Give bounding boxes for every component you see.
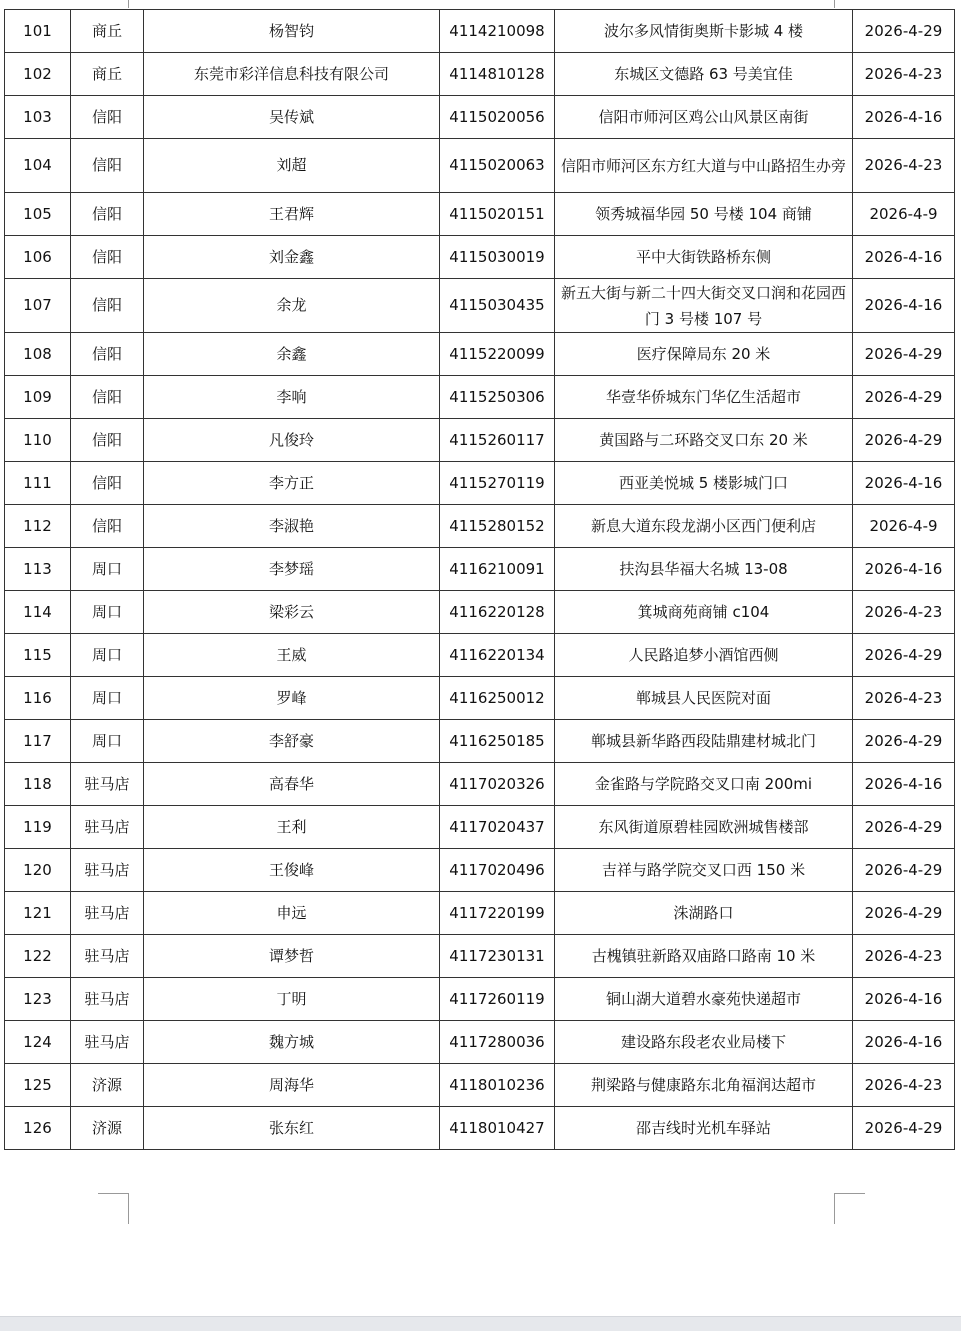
date-cell: 2026-4-23	[853, 935, 955, 978]
city-cell: 驻马店	[71, 978, 144, 1021]
address-cell: 医疗保障局东 20 米	[555, 333, 853, 376]
table-row	[5, 96, 955, 139]
city-cell: 周口	[71, 634, 144, 677]
table-row	[5, 333, 955, 376]
city-cell: 驻马店	[71, 806, 144, 849]
table-row	[5, 806, 955, 849]
name-cell: 李淑艳	[144, 505, 440, 548]
address-cell: 铜山湖大道碧水豪苑快递超市	[555, 978, 853, 1021]
code-cell: 4116210091	[440, 548, 555, 591]
name-cell: 余鑫	[144, 333, 440, 376]
city-cell: 周口	[71, 720, 144, 763]
page-corner-mark	[128, 0, 129, 8]
table-row	[5, 462, 955, 505]
address-cell: 洙湖路口	[555, 892, 853, 935]
name-cell: 魏方城	[144, 1021, 440, 1064]
city-cell: 驻马店	[71, 935, 144, 978]
address-cell: 东城区文德路 63 号美宜佳	[555, 53, 853, 96]
date-cell: 2026-4-16	[853, 548, 955, 591]
date-cell: 2026-4-23	[853, 677, 955, 720]
code-cell: 4115270119	[440, 462, 555, 505]
date-cell: 2026-4-23	[853, 591, 955, 634]
date-cell: 2026-4-16	[853, 978, 955, 1021]
address-cell: 古槐镇驻新路双庙路口路南 10 米	[555, 935, 853, 978]
table-row	[5, 720, 955, 763]
row-number-cell: 112	[5, 505, 71, 548]
code-cell: 4115030435	[440, 279, 555, 333]
address-cell: 吉祥与路学院交叉口西 150 米	[555, 849, 853, 892]
code-cell: 4116220128	[440, 591, 555, 634]
address-cell: 领秀城福华园 50 号楼 104 商铺	[555, 193, 853, 236]
code-cell: 4117020326	[440, 763, 555, 806]
name-cell: 周海华	[144, 1064, 440, 1107]
address-cell: 西亚美悦城 5 楼影城门口	[555, 462, 853, 505]
date-cell: 2026-4-29	[853, 419, 955, 462]
code-cell: 4118010236	[440, 1064, 555, 1107]
code-cell: 4114810128	[440, 53, 555, 96]
code-cell: 4116220134	[440, 634, 555, 677]
city-cell: 商丘	[71, 53, 144, 96]
name-cell: 谭梦哲	[144, 935, 440, 978]
name-cell: 刘金鑫	[144, 236, 440, 279]
city-cell: 信阳	[71, 376, 144, 419]
city-cell: 信阳	[71, 139, 144, 193]
row-number-cell: 121	[5, 892, 71, 935]
city-cell: 信阳	[71, 193, 144, 236]
table-row	[5, 419, 955, 462]
row-number-cell: 106	[5, 236, 71, 279]
code-cell: 4115280152	[440, 505, 555, 548]
address-cell: 新息大道东段龙湖小区西门便利店	[555, 505, 853, 548]
name-cell: 东莞市彩洋信息科技有限公司	[144, 53, 440, 96]
address-cell: 华壹华侨城东门华亿生活超市	[555, 376, 853, 419]
row-number-cell: 102	[5, 53, 71, 96]
name-cell: 梁彩云	[144, 591, 440, 634]
city-cell: 商丘	[71, 10, 144, 53]
code-cell: 4115220099	[440, 333, 555, 376]
row-number-cell: 111	[5, 462, 71, 505]
table-row	[5, 763, 955, 806]
address-cell: 信阳市师河区东方红大道与中山路招生办旁	[555, 139, 853, 193]
name-cell: 李方正	[144, 462, 440, 505]
city-cell: 信阳	[71, 96, 144, 139]
date-cell: 2026-4-16	[853, 279, 955, 333]
address-cell: 东风街道原碧桂园欧洲城售楼部	[555, 806, 853, 849]
address-cell: 新五大街与新二十四大街交叉口润和花园西门 3 号楼 107 号	[555, 279, 853, 333]
code-cell: 4115030019	[440, 236, 555, 279]
code-cell: 4115020056	[440, 96, 555, 139]
table-row	[5, 376, 955, 419]
address-cell: 荆梁路与健康路东北角福润达超市	[555, 1064, 853, 1107]
address-cell: 邵吉线时光机车驿站	[555, 1107, 853, 1150]
address-cell: 黄国路与二环路交叉口东 20 米	[555, 419, 853, 462]
code-cell: 4117230131	[440, 935, 555, 978]
name-cell: 王君辉	[144, 193, 440, 236]
name-cell: 王利	[144, 806, 440, 849]
address-cell: 建设路东段老农业局楼下	[555, 1021, 853, 1064]
name-cell: 高春华	[144, 763, 440, 806]
city-cell: 信阳	[71, 236, 144, 279]
date-cell: 2026-4-9	[853, 193, 955, 236]
address-cell: 郸城县新华路西段陆鼎建材城北门	[555, 720, 853, 763]
table-row	[5, 677, 955, 720]
date-cell: 2026-4-29	[853, 849, 955, 892]
table-row	[5, 1021, 955, 1064]
page-corner-mark	[98, 1193, 129, 1224]
date-cell: 2026-4-23	[853, 1064, 955, 1107]
date-cell: 2026-4-29	[853, 720, 955, 763]
table-row	[5, 53, 955, 96]
name-cell: 吴传斌	[144, 96, 440, 139]
table-row	[5, 236, 955, 279]
table-row	[5, 505, 955, 548]
date-cell: 2026-4-29	[853, 634, 955, 677]
status-bar	[0, 1316, 961, 1331]
date-cell: 2026-4-29	[853, 1107, 955, 1150]
address-cell: 金雀路与学院路交叉口南 200mi	[555, 763, 853, 806]
table-row	[5, 548, 955, 591]
code-cell: 4118010427	[440, 1107, 555, 1150]
row-number-cell: 104	[5, 139, 71, 193]
row-number-cell: 110	[5, 419, 71, 462]
row-number-cell: 115	[5, 634, 71, 677]
address-cell: 郸城县人民医院对面	[555, 677, 853, 720]
city-cell: 信阳	[71, 462, 144, 505]
code-cell: 4115250306	[440, 376, 555, 419]
name-cell: 丁明	[144, 978, 440, 1021]
code-cell: 4117020437	[440, 806, 555, 849]
name-cell: 李舒豪	[144, 720, 440, 763]
date-cell: 2026-4-9	[853, 505, 955, 548]
code-cell: 4115020151	[440, 193, 555, 236]
address-cell: 扶沟县华福大名城 13-08	[555, 548, 853, 591]
table-row	[5, 849, 955, 892]
name-cell: 申远	[144, 892, 440, 935]
city-cell: 周口	[71, 591, 144, 634]
code-cell: 4115260117	[440, 419, 555, 462]
row-number-cell: 101	[5, 10, 71, 53]
code-cell: 4115020063	[440, 139, 555, 193]
date-cell: 2026-4-16	[853, 236, 955, 279]
date-cell: 2026-4-16	[853, 96, 955, 139]
city-cell: 驻马店	[71, 892, 144, 935]
date-cell: 2026-4-29	[853, 10, 955, 53]
row-number-cell: 105	[5, 193, 71, 236]
row-number-cell: 125	[5, 1064, 71, 1107]
row-number-cell: 118	[5, 763, 71, 806]
page-corner-mark	[834, 0, 835, 8]
code-cell: 4117260119	[440, 978, 555, 1021]
address-cell: 波尔多风情街奥斯卡影城 4 楼	[555, 10, 853, 53]
city-cell: 信阳	[71, 333, 144, 376]
table-row	[5, 10, 955, 53]
table-row	[5, 139, 955, 193]
row-number-cell: 119	[5, 806, 71, 849]
table-row	[5, 634, 955, 677]
table-row	[5, 1064, 955, 1107]
date-cell: 2026-4-16	[853, 462, 955, 505]
row-number-cell: 116	[5, 677, 71, 720]
code-cell: 4116250185	[440, 720, 555, 763]
date-cell: 2026-4-23	[853, 139, 955, 193]
table-row	[5, 279, 955, 333]
table-row	[5, 978, 955, 1021]
city-cell: 济源	[71, 1107, 144, 1150]
name-cell: 杨智钧	[144, 10, 440, 53]
row-number-cell: 124	[5, 1021, 71, 1064]
row-number-cell: 123	[5, 978, 71, 1021]
name-cell: 张东红	[144, 1107, 440, 1150]
name-cell: 王威	[144, 634, 440, 677]
city-cell: 驻马店	[71, 1021, 144, 1064]
table-row	[5, 193, 955, 236]
city-cell: 信阳	[71, 419, 144, 462]
table-row	[5, 935, 955, 978]
name-cell: 凡俊玲	[144, 419, 440, 462]
row-number-cell: 107	[5, 279, 71, 333]
city-cell: 驻马店	[71, 763, 144, 806]
address-cell: 人民路追梦小酒馆西侧	[555, 634, 853, 677]
date-cell: 2026-4-29	[853, 333, 955, 376]
city-cell: 周口	[71, 677, 144, 720]
date-cell: 2026-4-23	[853, 53, 955, 96]
name-cell: 余龙	[144, 279, 440, 333]
city-cell: 驻马店	[71, 849, 144, 892]
row-number-cell: 114	[5, 591, 71, 634]
name-cell: 王俊峰	[144, 849, 440, 892]
row-number-cell: 126	[5, 1107, 71, 1150]
table-row	[5, 1107, 955, 1150]
row-number-cell: 117	[5, 720, 71, 763]
records-table	[4, 9, 955, 1150]
records-table-body	[5, 10, 955, 1150]
code-cell: 4117020496	[440, 849, 555, 892]
row-number-cell: 122	[5, 935, 71, 978]
date-cell: 2026-4-29	[853, 892, 955, 935]
row-number-cell: 108	[5, 333, 71, 376]
table-row	[5, 892, 955, 935]
address-cell: 箕城商苑商铺 c104	[555, 591, 853, 634]
date-cell: 2026-4-16	[853, 763, 955, 806]
name-cell: 李响	[144, 376, 440, 419]
code-cell: 4117220199	[440, 892, 555, 935]
row-number-cell: 109	[5, 376, 71, 419]
row-number-cell: 103	[5, 96, 71, 139]
code-cell: 4114210098	[440, 10, 555, 53]
city-cell: 济源	[71, 1064, 144, 1107]
date-cell: 2026-4-29	[853, 376, 955, 419]
page-corner-mark	[834, 1193, 865, 1224]
city-cell: 信阳	[71, 505, 144, 548]
city-cell: 周口	[71, 548, 144, 591]
row-number-cell: 113	[5, 548, 71, 591]
name-cell: 罗峰	[144, 677, 440, 720]
city-cell: 信阳	[71, 279, 144, 333]
table-row	[5, 591, 955, 634]
name-cell: 刘超	[144, 139, 440, 193]
date-cell: 2026-4-29	[853, 806, 955, 849]
address-cell: 信阳市师河区鸡公山风景区南街	[555, 96, 853, 139]
date-cell: 2026-4-16	[853, 1021, 955, 1064]
address-cell: 平中大街铁路桥东侧	[555, 236, 853, 279]
code-cell: 4117280036	[440, 1021, 555, 1064]
row-number-cell: 120	[5, 849, 71, 892]
name-cell: 李梦瑶	[144, 548, 440, 591]
code-cell: 4116250012	[440, 677, 555, 720]
